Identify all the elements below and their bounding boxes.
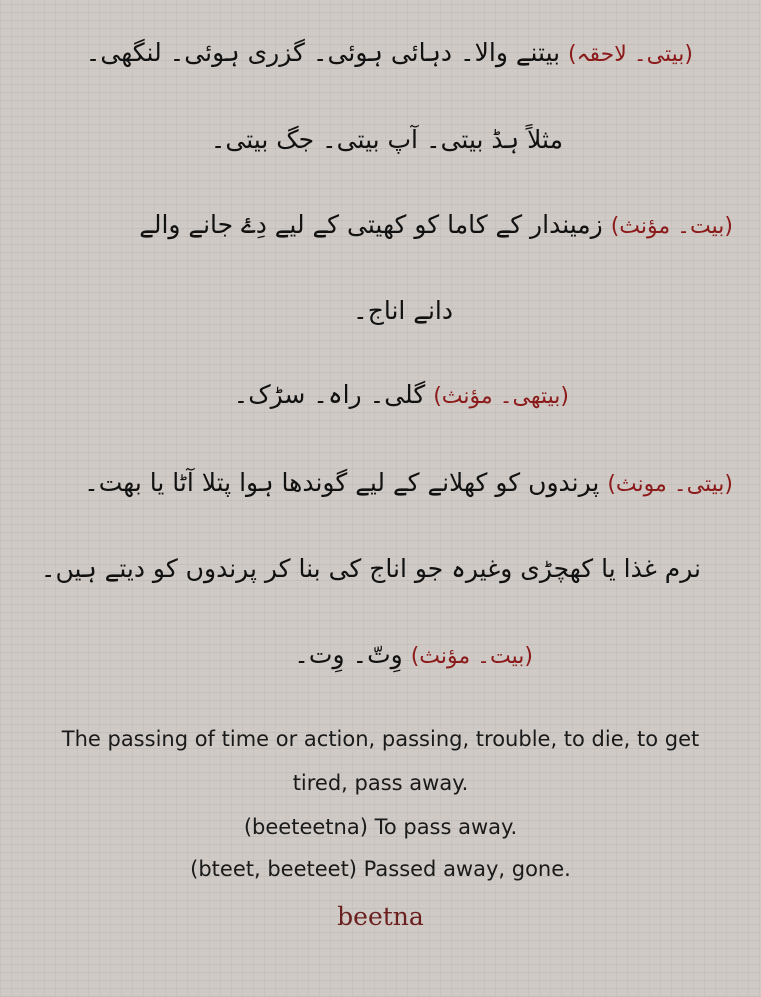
urdu-line (139, 210, 733, 239)
urdu-text: بیتنے والا۔ دہائی ہوئی۔ گزری ہوئی۔ لنگھی۔ (85, 38, 561, 67)
grammar-tag: (بیت۔ مؤنث) (410, 644, 533, 669)
urdu-line (234, 380, 569, 409)
english-definition-line: (beeteetna) To pass away. (243, 815, 518, 839)
urdu-text: نرم غذا یا کھچڑی وغیرہ جو اناج کی بنا کر پرندوں کو دیتے ہیں۔ (40, 554, 701, 583)
grammar-tag: (بیتی۔ مونث) (607, 472, 733, 497)
english-definition-line: (bteet, beeteet) Passed away, gone. (190, 857, 571, 881)
urdu-text: مثلاً ہڈ بیتی۔ آپ بیتی۔ جگ بیتی۔ (210, 125, 563, 154)
urdu-text: دانے اناج۔ (353, 296, 453, 325)
headword: beetna (337, 902, 424, 931)
urdu-line (211, 125, 563, 154)
urdu-line (294, 640, 533, 669)
english-definition-line: The passing of time or action, passing, trouble, to die, to get (61, 727, 700, 751)
grammar-tag: (بیت۔ مؤنث) (610, 214, 733, 239)
urdu-text: پرندوں کو کھلانے کے لیے گوندھا ہوا پتلا آٹا یا بھت۔ (84, 468, 600, 497)
grammar-tag: (بیتی۔ لاحقہ) (568, 42, 693, 67)
urdu-text: زمیندار کے کاما کو کھیتی کے لیے دِۓ جانے والے (139, 210, 603, 239)
urdu-line (84, 468, 733, 497)
urdu-line (41, 554, 701, 583)
grammar-tag: (بیتھی۔ مؤنث) (433, 384, 569, 409)
urdu-line (86, 38, 693, 67)
urdu-line (353, 296, 453, 325)
english-definition-line: tired, pass away. (292, 771, 469, 795)
urdu-text: گلی۔ راہ۔ سڑک۔ (233, 380, 426, 409)
urdu-text: وِتّ۔ وِت۔ (294, 640, 403, 669)
